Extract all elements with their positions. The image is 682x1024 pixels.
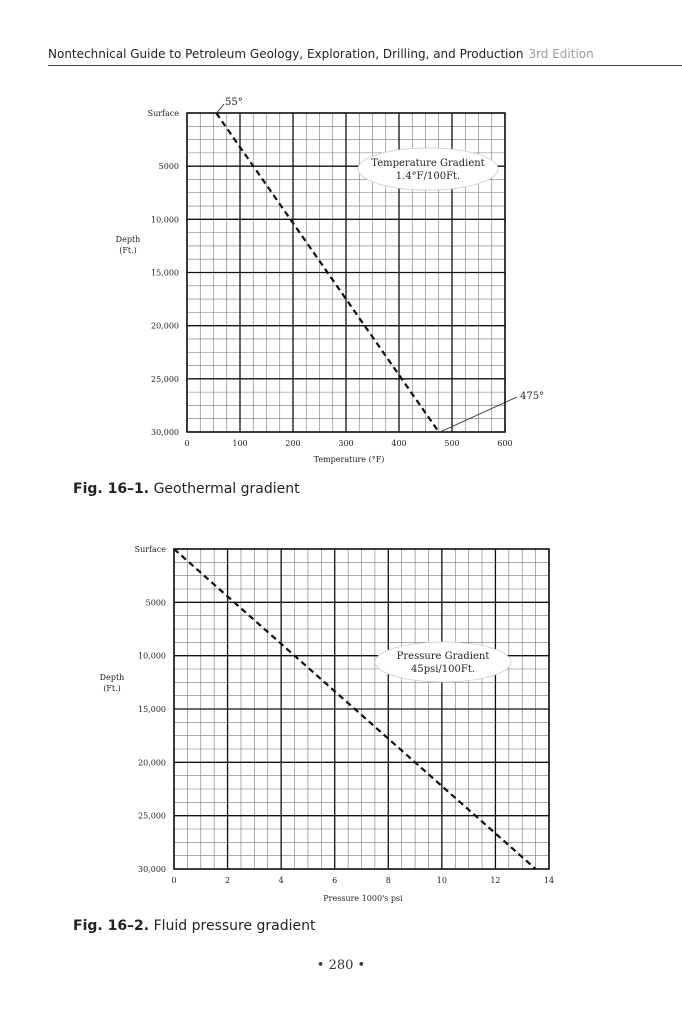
temperature-gradient-callout: [358, 148, 498, 190]
page-number: • 280 •: [316, 958, 366, 973]
x-tick-label: 12: [490, 876, 501, 885]
chart1-y-axis-title-line2: (Ft.): [119, 246, 137, 255]
x-tick-label: 8: [385, 876, 391, 885]
chart1-x-ticks: [184, 439, 512, 448]
y-tick-label: 5000: [145, 598, 166, 608]
y-tick-label: 25,000: [151, 374, 179, 384]
y-tick-label: 15,000: [151, 268, 179, 278]
temperature-gradient-value: 1.4°F/100Ft.: [395, 171, 461, 182]
chart1-x-axis-title: Temperature (°F): [313, 455, 385, 464]
figure-16-2-number: Fig. 16–2.: [73, 918, 150, 934]
y-tick-label: 25,000: [138, 811, 166, 821]
pressure-gradient-value: 45psi/100Ft.: [410, 664, 476, 675]
x-tick-label: 200: [285, 439, 301, 448]
y-tick-label: 30,000: [138, 865, 166, 874]
x-tick-label: 0: [171, 876, 177, 885]
chart2-y-ticks: [135, 545, 167, 874]
chart2-x-ticks: [171, 876, 554, 885]
end-temperature-label: 475°: [520, 391, 545, 402]
x-tick-label: 500: [444, 439, 460, 448]
y-tick-label: 10,000: [138, 651, 166, 661]
y-tick-label: 20,000: [151, 321, 179, 331]
y-tick-label: 15,000: [138, 705, 166, 714]
start-temperature-label: 55°: [225, 97, 243, 108]
x-tick-label: 600: [497, 439, 513, 448]
chart1-y-ticks: [148, 109, 180, 437]
y-tick-label: 5000: [158, 162, 179, 172]
y-tick-label: Surface: [147, 109, 179, 118]
book-title: Nontechnical Guide to Petroleum Geology, Exploration, Drilling, and Production: [48, 47, 524, 61]
chart2-y-axis-title-line2: (Ft.): [103, 684, 121, 693]
pressure-gradient-callout: [375, 642, 511, 682]
figure-16-2-title: Fluid pressure gradient: [153, 918, 316, 934]
running-head: [48, 47, 682, 66]
figure-16-1-number: Fig. 16–1.: [73, 481, 150, 497]
book-edition: 3rd Edition: [528, 47, 594, 61]
x-tick-label: 300: [338, 439, 354, 448]
chart2-x-axis-title: Pressure 1000's psi: [323, 894, 403, 903]
figure-16-2-caption: [73, 918, 316, 934]
fluid-pressure-gradient-chart: [0, 535, 682, 905]
figure-16-1-caption: [73, 481, 300, 497]
y-tick-label: Surface: [134, 545, 166, 554]
x-tick-label: 0: [184, 439, 190, 448]
x-tick-label: 400: [391, 439, 407, 448]
x-tick-label: 14: [543, 876, 555, 885]
temperature-gradient-title: Temperature Gradient: [371, 158, 485, 169]
x-tick-label: 6: [332, 876, 338, 885]
chart2-y-axis-title-line1: Depth: [99, 673, 125, 682]
y-tick-label: 20,000: [138, 758, 166, 768]
x-tick-label: 4: [278, 876, 284, 885]
x-tick-label: 2: [225, 876, 231, 885]
pressure-gradient-title: Pressure Gradient: [396, 651, 490, 662]
figure-16-1-title: Geothermal gradient: [153, 481, 300, 497]
x-tick-label: 10: [436, 876, 447, 885]
x-tick-label: 100: [232, 439, 248, 448]
y-tick-label: 10,000: [151, 215, 179, 225]
y-tick-label: 30,000: [151, 428, 179, 437]
geothermal-gradient-chart: [0, 90, 682, 480]
chart1-y-axis-title-line1: Depth: [115, 235, 141, 244]
